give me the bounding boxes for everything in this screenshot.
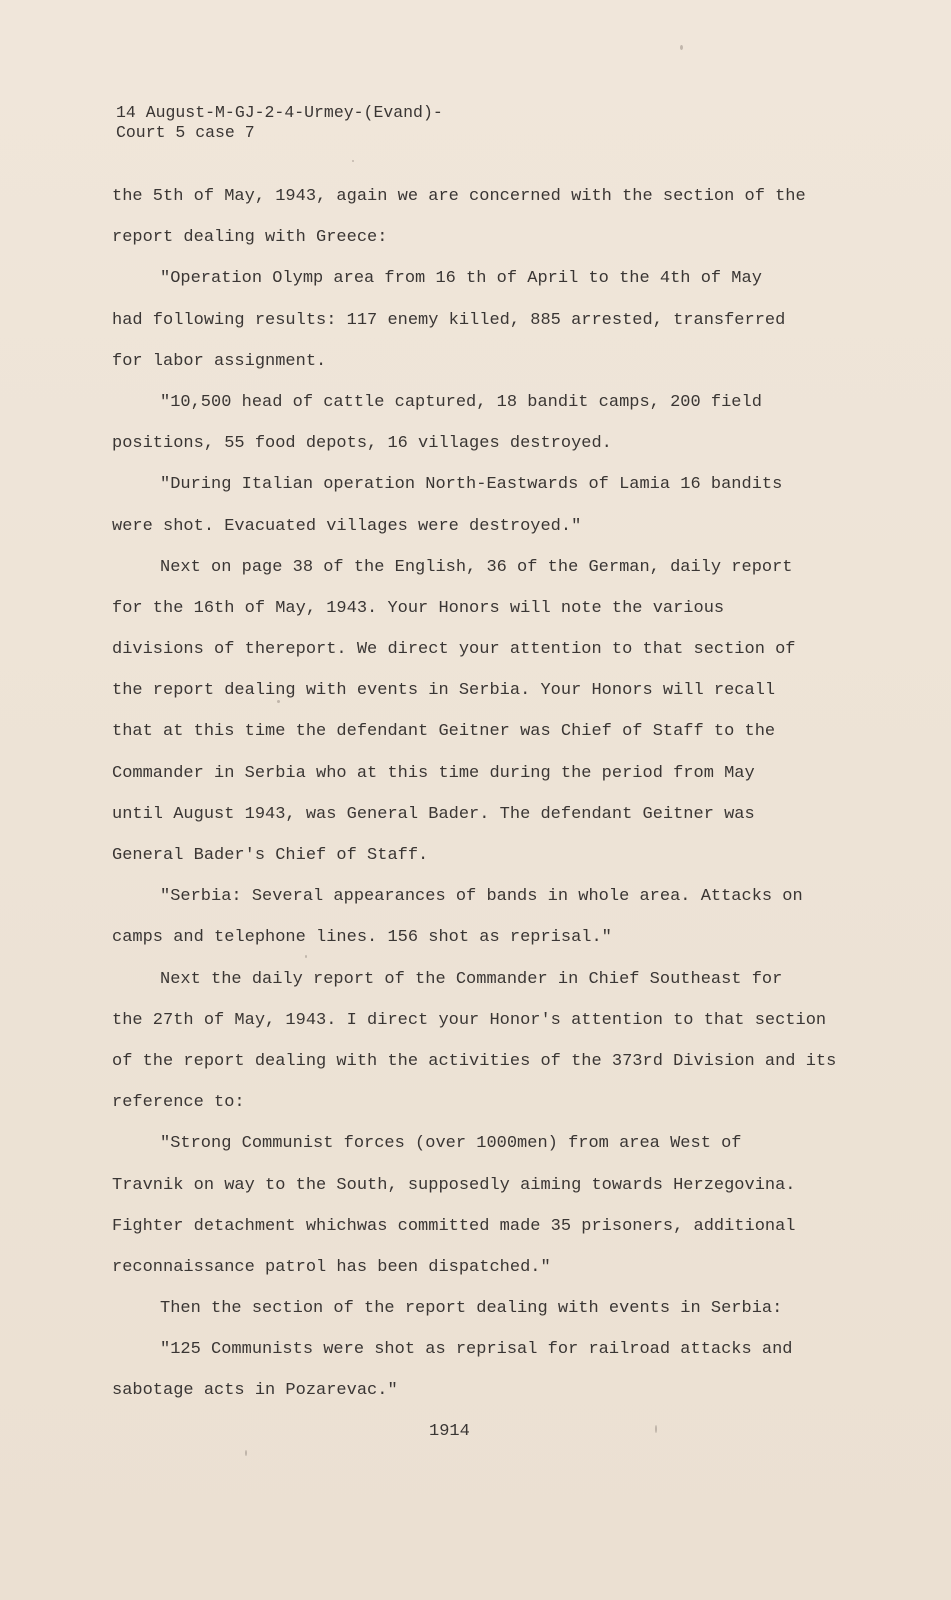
text-line: "10,500 head of cattle captured, 18 bandit camps, 200 field [160, 392, 762, 412]
text-line: for labor assignment. [112, 351, 327, 371]
header-reference-line: 14 August-M-GJ-2-4-Urmey-(Evand)- [116, 103, 443, 122]
text-line: "Serbia: Several appearances of bands in whole area. Attacks on [160, 887, 803, 907]
text-line: the 27th of May, 1943. I direct your Honor's attention to that section [112, 1010, 827, 1030]
document-header [116, 103, 443, 143]
text-line: camps and telephone lines. 156 shot as reprisal." [112, 928, 612, 948]
text-line: "Strong Communist forces (over 1000men) from area West of [160, 1134, 742, 1154]
text-line: until August 1943, was General Bader. The defendant Geitner was [112, 804, 755, 824]
text-line: positions, 55 food depots, 16 villages destroyed. [112, 434, 612, 454]
text-line: the 5th of May, 1943, again we are concerned with the section of the [112, 187, 806, 206]
text-line: Travnik on way to the South, supposedly aiming towards Herzegovina. [112, 1175, 796, 1195]
text-line: for the 16th of May, 1943. Your Honors will note the various [112, 598, 725, 618]
text-line: Fighter detachment whichwas committed made 35 prisoners, additional [112, 1216, 796, 1236]
text-line: that at this time the defendant Geitner was Chief of Staff to the [112, 722, 776, 742]
text-line: divisions of thereport. We direct your attention to that section of [112, 640, 796, 660]
text-line: reconnaissance patrol has been dispatched." [112, 1257, 551, 1277]
text-line: Then the section of the report dealing with events in Serbia: [160, 1299, 783, 1319]
text-line: the report dealing with events in Serbia. Your Honors will recall [112, 681, 776, 701]
text-line: had following results: 117 enemy killed, 885 arrested, transferred [112, 310, 786, 330]
text-line: "Operation Olymp area from 16 th of April to the 4th of May [160, 269, 762, 289]
text-line: were shot. Evacuated villages were destroyed." [112, 516, 582, 536]
text-line: Next on page 38 of the English, 36 of the German, daily report [160, 557, 793, 577]
text-line: sabotage acts in Pozarevac." [112, 1381, 398, 1401]
text-line: Commander in Serbia who at this time during the period from May [112, 763, 755, 783]
text-line: General Bader's Chief of Staff. [112, 846, 429, 865]
text-line: "125 Communists were shot as reprisal for railroad attacks and [160, 1340, 793, 1360]
text-line: report dealing with Greece: [112, 228, 388, 248]
text-line: "During Italian operation North-Eastwards of Lamia 16 bandits [160, 475, 783, 495]
transcript-body [112, 183, 842, 1419]
page-number: 1914 [429, 1422, 470, 1441]
text-line: of the report dealing with the activities of the 373rd Division and its [112, 1051, 837, 1071]
text-line: reference to: [112, 1093, 245, 1113]
header-court-line: Court 5 case 7 [116, 123, 255, 142]
text-line: Next the daily report of the Commander in Chief Southeast for [160, 969, 783, 989]
